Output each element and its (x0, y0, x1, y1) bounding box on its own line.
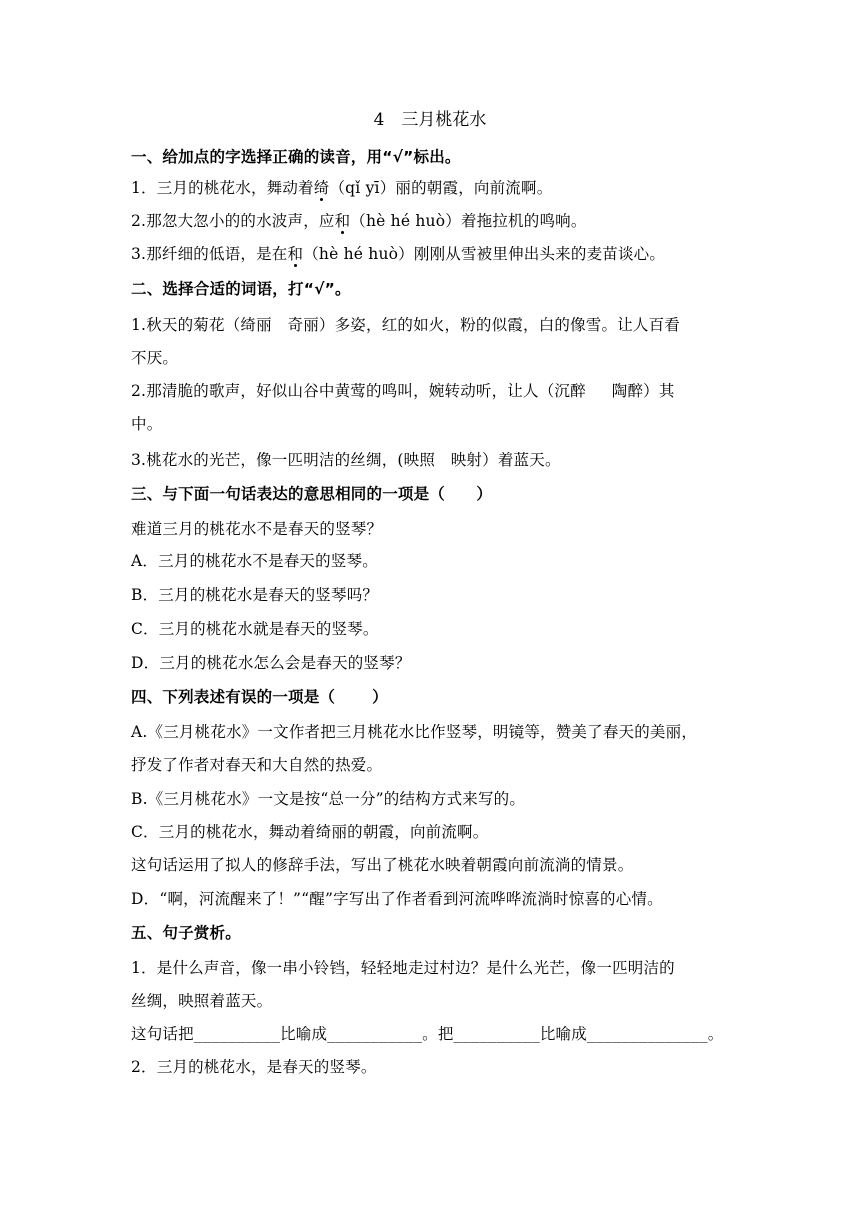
s3-option-d: D．三月的桃花水怎么会是春天的竖琴？ (131, 654, 411, 672)
s4-option-a-line-1: A.《三月桃花水》一文作者把三月桃花水比作竖琴，明镜等，赞美了春天的美丽， (131, 723, 698, 741)
s3-option-c: C．三月的桃花水就是春天的竖琴。 (131, 620, 379, 638)
s2-question-1-line-1: 1.秋天的菊花（绮丽 奇丽）多姿，红的如火，粉的似霞，白的像雪。让人百看 (131, 316, 680, 334)
s1-q1-text-before: 1．三月的桃花水，舞动着 (131, 179, 314, 197)
s4-option-a-line-2: 抒发了作者对春天和大自然的热爱。 (131, 756, 383, 774)
s4-option-c-line-1: C．三月的桃花水，舞动着绮丽的朝霞，向前流啊。 (131, 823, 489, 841)
page-title: 4 三月桃花水 (373, 110, 487, 130)
s1-q2-text-before: 2.那忽大忽小的的水波声，应 (131, 212, 335, 230)
s4-option-c-line-2: 这句话运用了拟人的修辞手法，写出了桃花水映着朝霞向前流淌的情景。 (131, 856, 634, 874)
s2-question-2-line-1: 2.那清脆的歌声，好似山谷中黄莺的鸣叫，婉转动听，让人（沉醉 陶醉）其 (131, 382, 675, 400)
s1-q2-text-after: （hè hé huò）着拖拉机的鸣响。 (350, 212, 587, 230)
s5-question-1-line-2: 丝绸，映照着蓝天。 (131, 992, 273, 1010)
section-5-heading: 五、句子赏析。 (131, 924, 241, 942)
s1-q3-dotted-char: 和 (287, 245, 304, 263)
s5-fill-text-4: 比喻成 (539, 1025, 587, 1043)
s5-fill-text-2: 比喻成 (280, 1025, 328, 1043)
s1-q3-text-after: （hè hé huò）刚刚从雪被里伸出头来的麦苗谈心。 (303, 245, 666, 263)
s5-blank-1[interactable]: __________ (193, 1027, 281, 1043)
s5-question-1-line-1: 1．是什么声音，像一串小铃铛，轻轻地走过村边？是什么光芒，像一匹明洁的 (131, 959, 675, 977)
s3-option-a: A．三月的桃花水不是春天的竖琴。 (131, 552, 378, 570)
s1-q2-dotted-char: 和 (334, 212, 351, 230)
s5-fill-text-3: 。把 (422, 1025, 454, 1043)
section-4-heading: 四、下列表述有误的一项是（ ） (131, 688, 388, 706)
s1-q1-dotted-char: 绮 (313, 179, 330, 197)
s3-option-b: B．三月的桃花水是春天的竖琴吗？ (131, 586, 379, 604)
s2-question-2-line-2: 中。 (131, 415, 163, 433)
s2-question-3: 3.桃花水的光芒，像一匹明洁的丝绸，(映照 映射）着蓝天。 (131, 451, 561, 469)
s1-q3-text-before: 3.那纤细的低语，是在 (131, 245, 288, 263)
s5-question-2: 2．三月的桃花水，是春天的竖琴。 (131, 1058, 377, 1076)
s5-fill-text-1: 这句话把 (131, 1025, 194, 1043)
s1-question-3 (131, 242, 731, 266)
s5-fill-text-5: 。 (707, 1025, 724, 1043)
s4-option-d: D．“啊，河流醒来了！”“醒”字写出了作者看到河流哗哗流淌时惊喜的心情。 (131, 890, 663, 908)
s5-fill-in-line (131, 1022, 731, 1047)
s4-option-b: B.《三月桃花水》一文是按“总一分”的结构方式来写的。 (131, 790, 526, 808)
s1-q1-text-after: （qǐ yī）丽的朝霞，向前流啊。 (329, 179, 553, 197)
s5-blank-4[interactable]: ______________ (586, 1027, 708, 1043)
s1-question-2 (131, 209, 731, 233)
s3-stem: 难道三月的桃花水不是春天的竖琴？ (131, 520, 383, 538)
section-2-heading: 二、选择合适的词语，打“√”。 (131, 280, 351, 298)
s5-blank-3[interactable]: __________ (453, 1027, 540, 1043)
section-1-heading: 一、给加点的字选择正确的读音，用“√”标出。 (131, 148, 461, 166)
section-3-heading: 三、与下面一句话表达的意思相同的一项是（ ） (131, 485, 493, 503)
s5-blank-2[interactable]: ___________ (327, 1027, 423, 1043)
s2-question-1-line-2: 不厌。 (131, 349, 179, 367)
s1-question-1 (131, 176, 731, 200)
